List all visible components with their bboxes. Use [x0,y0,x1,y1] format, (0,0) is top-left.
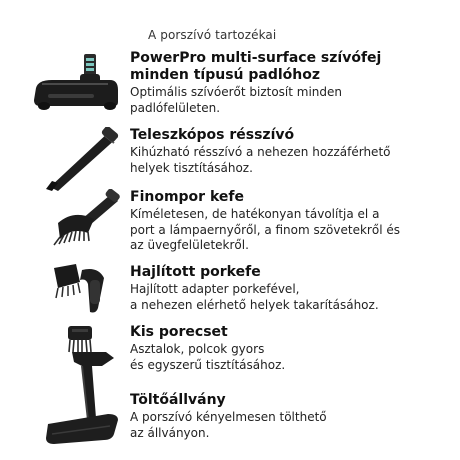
accessory-text [130,50,450,116]
accessory-description: Asztalok, polcok gyors és egyszerű tisztításához. [130,342,286,372]
angled-brush-icon [18,264,122,324]
accessory-text [130,189,450,254]
accessory-text [130,264,450,313]
crevice-tool-icon [18,127,122,197]
accessory-description: A porszívó kényelmesen tölthető az állványon. [130,410,327,440]
accessory-name: Teleszkópos résszívó [130,127,295,143]
accessory-name: Hajlított porkefe [130,264,261,280]
accessory-name: Töltőállvány [130,392,226,408]
floor-nozzle-icon [18,50,122,120]
dust-brush-icon [18,189,122,253]
accessory-name: Kis porecset [130,324,228,340]
accessory-text [130,392,450,441]
accessory-description: Optimális szívóerőt biztosít minden padlófelületen. [130,85,343,115]
accessory-description: Kíméletesen, de hatékonyan távolítja el a port a lámpaernyőről, a finom szövetekről és az üvegfelületekről. [130,207,400,252]
accessory-text [130,324,450,373]
charging-stand-icon [18,348,122,448]
accessory-description: Kihúzható résszívó a nehezen hozzáférhető helyek tisztításához. [130,145,391,175]
accessory-text [130,127,450,176]
accessory-name: PowerPro multi-surface szívófej minden típusú padlóhoz [130,50,382,83]
accessory-description: Hajlított adapter porkefével, a nehezen elérhető helyek takarításához. [130,282,379,312]
accessory-name: Finompor kefe [130,189,244,205]
page-title: A porszívó tartozékai [148,28,277,42]
